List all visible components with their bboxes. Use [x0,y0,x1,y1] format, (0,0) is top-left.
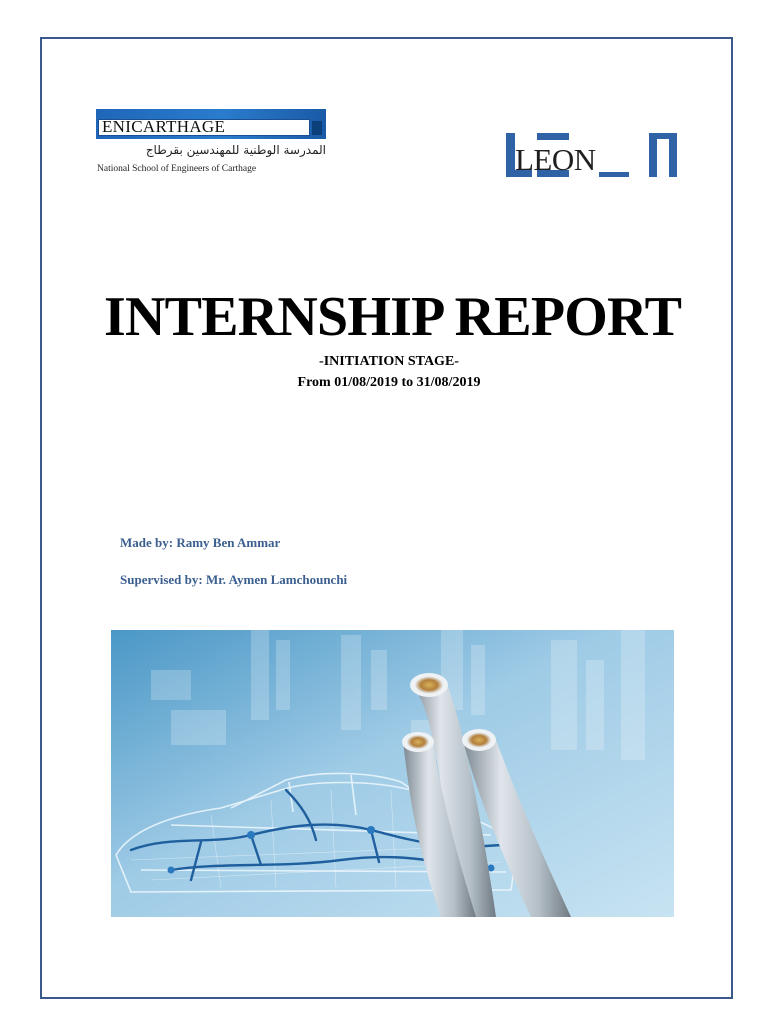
report-title: INTERNSHIP REPORT [104,286,682,348]
report-subtitle: -INITIATION STAGE- [319,354,459,369]
school-english-name: National School of Engineers of Carthage [97,164,257,174]
school-logo [96,108,328,178]
company-logo [503,130,679,180]
car-wiring-harness-and-cables-illustration [111,630,674,917]
school-logo-accent [312,121,322,135]
report-dates: From 01/08/2019 to 31/08/2019 [297,375,481,390]
school-arabic-name: المدرسة الوطنية للمهندسين بقرطاج [145,143,326,157]
company-logo-name: LEON [515,142,596,177]
school-logo-name: ENICARTHAGE [102,117,226,136]
author-credit: Made by: Ramy Ben Ammar [120,535,281,550]
car-wiring-illustration [111,630,674,917]
supervisor-credit: Supervised by: Mr. Aymen Lamchounchi [120,572,348,587]
school-logo-box [98,119,310,136]
